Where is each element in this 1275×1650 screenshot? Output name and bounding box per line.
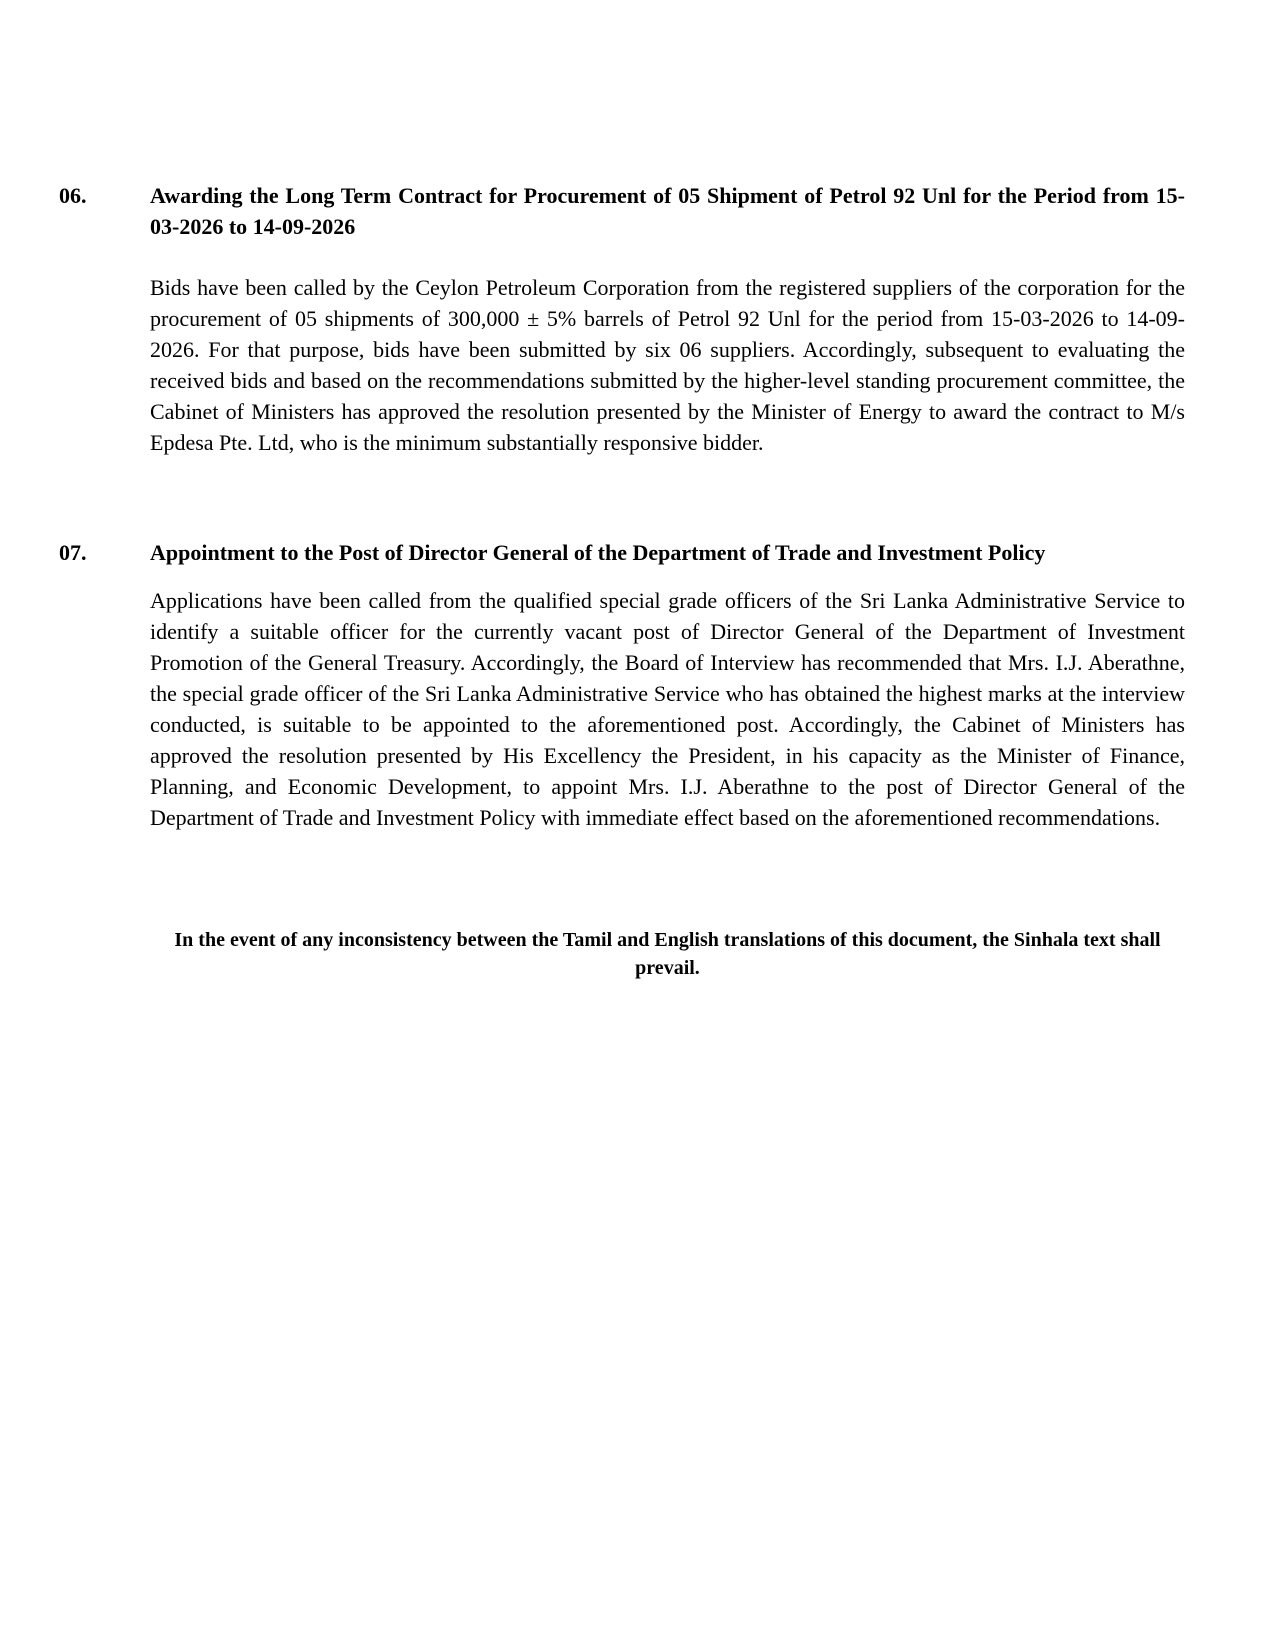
item-title: Awarding the Long Term Contract for Procurement of 05 Shipment of Petrol 92 Unl for the Period from 15-03-2026 to 14-09-2026 bbox=[150, 183, 1185, 239]
translation-disclaimer: In the event of any inconsistency between the Tamil and English translations of this document, the Sinhala text shall prevail. bbox=[174, 929, 1161, 979]
item-number: 06. bbox=[59, 183, 87, 208]
item-title: Appointment to the Post of Director General of the Department of Trade and Investment Policy bbox=[150, 540, 1046, 565]
item-body: Applications have been called from the qualified special grade officers of the Sri Lanka Administrative Service to identify a suitable officer for the currently vacant post of Director General of the Department of Investment Promotion of the General Treasury. Accordingly, the Board of Interview has recommended that Mrs. I.J. Aberathne, the special grade officer of the Sri Lanka Administrative Service who has obtained the highest marks at the interview conducted, is suitable to be appointed to the aforementioned post. Accordingly, the Cabinet of Ministers has approved the resolution presented by His Excellency the President, in his capacity as the Minister of Finance, Planning, and Economic Development, to appoint Mrs. I.J. Aberathne to the post of Director General of the Department of Trade and Investment Policy with immediate effect based on the aforementioned recommendations. bbox=[150, 588, 1185, 830]
item-body: Bids have been called by the Ceylon Petroleum Corporation from the registered suppliers of the corporation for the procurement of 05 shipments of 300,000 ± 5% barrels of Petrol 92 Unl for the period from 15-03-2026 to 14-09-2026. For that purpose, bids have been submitted by six 06 suppliers. Accordingly, subsequent to evaluating the received bids and based on the recommendations submitted by the higher-level standing procurement committee, the Cabinet of Ministers has approved the resolution presented by the Minister of Energy to award the contract to M/s Epdesa Pte. Ltd, who is the minimum substantially responsive bidder. bbox=[150, 275, 1185, 455]
item-number: 07. bbox=[59, 540, 87, 565]
